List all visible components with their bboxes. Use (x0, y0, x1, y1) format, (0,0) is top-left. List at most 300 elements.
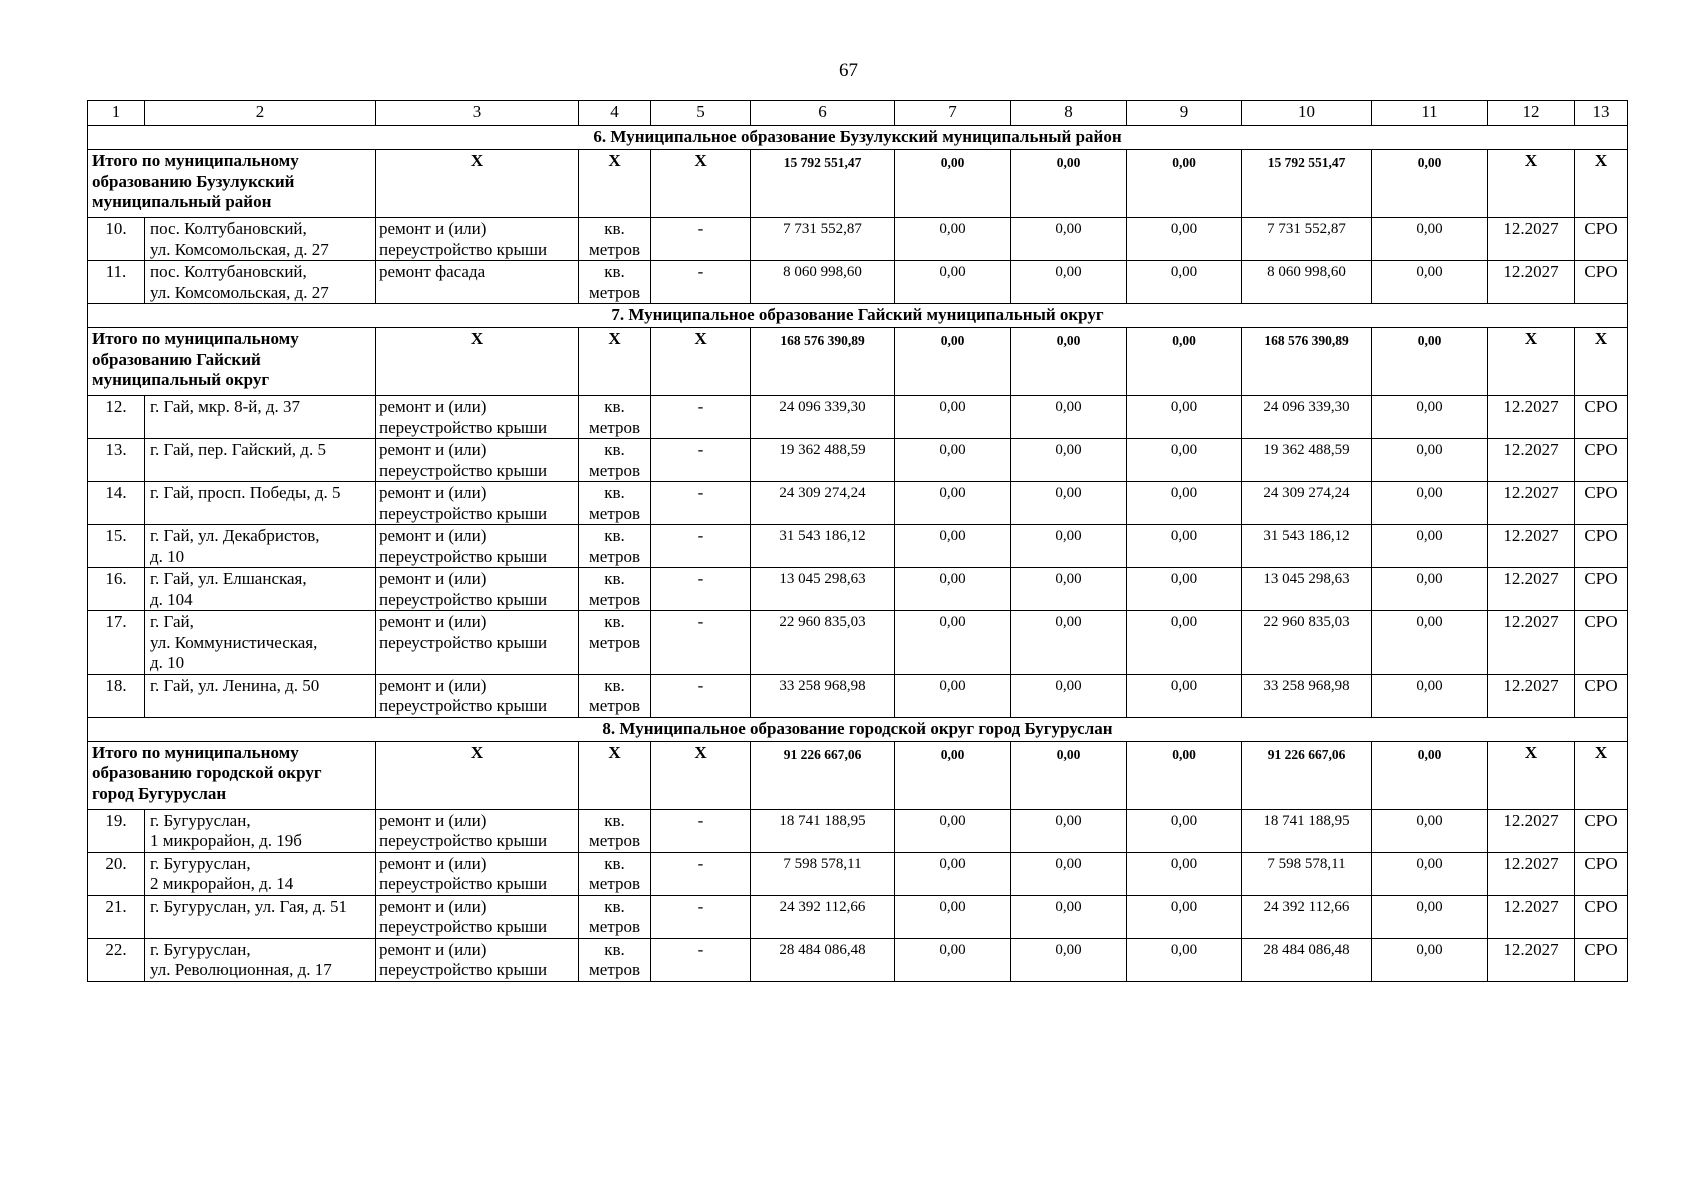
work-type-cell-line: ремонт и (или) (379, 440, 487, 459)
c7-cell: 0,00 (895, 611, 1011, 675)
address-cell-line: д. 10 (150, 653, 185, 672)
unit-cell-line: кв. (604, 612, 625, 631)
table-row (88, 895, 1628, 938)
table-body (88, 101, 1628, 982)
c9-cell: 0,00 (1127, 525, 1242, 568)
column-number: 4 (579, 101, 651, 126)
total-c7: 0,00 (895, 741, 1011, 809)
deadline-cell: 12.2027 (1488, 852, 1575, 895)
c11-cell: 0,00 (1372, 218, 1488, 261)
row-number: 18. (88, 674, 145, 717)
work-type-cell-line: переустройство крыши (379, 417, 548, 437)
unit-cell (579, 525, 651, 568)
c8-cell: 0,00 (1011, 852, 1127, 895)
unit-cell-line: метров (589, 503, 640, 523)
c10-cell: 19 362 488,59 (1242, 439, 1372, 482)
total-label-line: Итого по муниципальному (92, 329, 299, 348)
unit-cell-line: кв. (604, 526, 625, 545)
address-cell-line: г. Бугуруслан, (150, 853, 251, 873)
address-cell (145, 568, 376, 611)
unit-cell-line: метров (589, 589, 640, 609)
total-c6: 91 226 667,06 (751, 741, 895, 809)
total-c3: Х (376, 328, 579, 396)
address-cell (145, 396, 376, 439)
total-c9: 0,00 (1127, 150, 1242, 218)
total-c6: 15 792 551,47 (751, 150, 895, 218)
table-row (88, 439, 1628, 482)
c7-cell: 0,00 (895, 261, 1011, 304)
c7-cell: 0,00 (895, 674, 1011, 717)
work-type-cell-line: переустройство крыши (379, 546, 548, 566)
work-type-cell-line: ремонт и (или) (379, 896, 487, 916)
unit-cell-line: кв. (604, 896, 625, 916)
c7-cell: 0,00 (895, 482, 1011, 525)
c6-cell: 31 543 186,12 (751, 525, 895, 568)
c6-cell: 28 484 086,48 (751, 938, 895, 981)
work-type-cell-line: ремонт фасада (379, 262, 486, 281)
unit-cell-line: кв. (604, 397, 625, 416)
unit-cell-line: кв. (604, 440, 625, 459)
c7-cell: 0,00 (895, 938, 1011, 981)
total-c13: Х (1575, 741, 1628, 809)
c8-cell: 0,00 (1011, 396, 1127, 439)
method-cell: СРО (1575, 525, 1628, 568)
work-type-cell (376, 482, 579, 525)
address-cell (145, 611, 376, 675)
method-cell: СРО (1575, 852, 1628, 895)
c5-cell: - (651, 218, 751, 261)
work-type-cell-line: переустройство крыши (379, 460, 548, 480)
c10-cell: 24 392 112,66 (1242, 895, 1372, 938)
c7-cell: 0,00 (895, 396, 1011, 439)
c10-cell: 33 258 968,98 (1242, 674, 1372, 717)
table-row (88, 482, 1628, 525)
work-type-cell-line: переустройство крыши (379, 831, 548, 850)
c8-cell: 0,00 (1011, 525, 1127, 568)
deadline-cell: 12.2027 (1488, 525, 1575, 568)
unit-cell-line: метров (589, 874, 640, 893)
unit-cell-line: кв. (604, 262, 625, 281)
table-row (88, 525, 1628, 568)
c9-cell: 0,00 (1127, 568, 1242, 611)
row-number: 17. (88, 611, 145, 675)
address-cell-line: г. Гай, просп. Победы, д. 5 (150, 483, 341, 502)
c7-cell: 0,00 (895, 568, 1011, 611)
column-number: 11 (1372, 101, 1488, 126)
section-title-row (88, 717, 1628, 741)
c8-cell: 0,00 (1011, 482, 1127, 525)
total-c7: 0,00 (895, 328, 1011, 396)
unit-cell (579, 809, 651, 852)
address-cell (145, 809, 376, 852)
address-cell-line: д. 104 (150, 589, 193, 609)
unit-cell (579, 674, 651, 717)
method-cell: СРО (1575, 482, 1628, 525)
c7-cell: 0,00 (895, 439, 1011, 482)
address-cell (145, 482, 376, 525)
method-cell: СРО (1575, 439, 1628, 482)
work-type-cell (376, 261, 579, 304)
column-number: 5 (651, 101, 751, 126)
total-label (88, 328, 376, 396)
table-row (88, 938, 1628, 981)
c6-cell: 8 060 998,60 (751, 261, 895, 304)
c10-cell: 8 060 998,60 (1242, 261, 1372, 304)
unit-cell-line: метров (589, 831, 640, 850)
c8-cell: 0,00 (1011, 809, 1127, 852)
c6-cell: 13 045 298,63 (751, 568, 895, 611)
total-c10: 91 226 667,06 (1242, 741, 1372, 809)
method-cell: СРО (1575, 611, 1628, 675)
total-c6: 168 576 390,89 (751, 328, 895, 396)
c11-cell: 0,00 (1372, 525, 1488, 568)
c11-cell: 0,00 (1372, 895, 1488, 938)
unit-cell (579, 938, 651, 981)
work-type-cell-line: ремонт и (или) (379, 483, 487, 502)
c11-cell: 0,00 (1372, 396, 1488, 439)
c10-cell: 7 731 552,87 (1242, 218, 1372, 261)
total-c10: 168 576 390,89 (1242, 328, 1372, 396)
work-type-cell-line: переустройство крыши (379, 917, 548, 936)
unit-cell (579, 895, 651, 938)
c8-cell: 0,00 (1011, 895, 1127, 938)
work-type-cell-line: переустройство крыши (379, 239, 548, 259)
address-cell (145, 938, 376, 981)
c11-cell: 0,00 (1372, 938, 1488, 981)
total-label-line: муниципальный округ (92, 370, 270, 389)
total-label (88, 741, 376, 809)
table-row (88, 218, 1628, 261)
unit-cell (579, 568, 651, 611)
total-c11: 0,00 (1372, 741, 1488, 809)
total-c12: Х (1488, 328, 1575, 396)
column-number: 1 (88, 101, 145, 126)
c5-cell: - (651, 261, 751, 304)
c9-cell: 0,00 (1127, 809, 1242, 852)
total-c13: Х (1575, 150, 1628, 218)
column-number: 2 (145, 101, 376, 126)
work-type-cell (376, 611, 579, 675)
deadline-cell: 12.2027 (1488, 674, 1575, 717)
address-cell-line: ул. Коммунистическая, (150, 632, 318, 652)
row-number: 16. (88, 568, 145, 611)
total-c12: Х (1488, 150, 1575, 218)
repair-schedule-table (87, 100, 1628, 982)
c7-cell: 0,00 (895, 852, 1011, 895)
c11-cell: 0,00 (1372, 482, 1488, 525)
total-label-line: Итого по муниципальному (92, 742, 299, 762)
row-number: 21. (88, 895, 145, 938)
row-number: 11. (88, 261, 145, 304)
c9-cell: 0,00 (1127, 611, 1242, 675)
total-c5: Х (651, 150, 751, 218)
c7-cell: 0,00 (895, 218, 1011, 261)
unit-cell-line: метров (589, 282, 640, 302)
row-number: 12. (88, 396, 145, 439)
c5-cell: - (651, 525, 751, 568)
work-type-cell-line: переустройство крыши (379, 632, 548, 652)
total-c8: 0,00 (1011, 328, 1127, 396)
table-row (88, 568, 1628, 611)
section-title-row (88, 304, 1628, 328)
c5-cell: - (651, 809, 751, 852)
work-type-cell-line: ремонт и (или) (379, 526, 487, 545)
c10-cell: 28 484 086,48 (1242, 938, 1372, 981)
c10-cell: 24 096 339,30 (1242, 396, 1372, 439)
column-number: 9 (1127, 101, 1242, 126)
page-number: 67 (839, 60, 858, 81)
address-cell (145, 261, 376, 304)
c10-cell: 24 309 274,24 (1242, 482, 1372, 525)
address-cell (145, 895, 376, 938)
c10-cell: 7 598 578,11 (1242, 852, 1372, 895)
total-c4: Х (579, 741, 651, 809)
work-type-cell-line: переустройство крыши (379, 874, 548, 893)
c5-cell: - (651, 396, 751, 439)
unit-cell-line: метров (589, 239, 640, 259)
table-row (88, 852, 1628, 895)
work-type-cell-line: ремонт и (или) (379, 939, 487, 959)
total-c11: 0,00 (1372, 328, 1488, 396)
c9-cell: 0,00 (1127, 852, 1242, 895)
c10-cell: 18 741 188,95 (1242, 809, 1372, 852)
deadline-cell: 12.2027 (1488, 439, 1575, 482)
unit-cell (579, 482, 651, 525)
c9-cell: 0,00 (1127, 439, 1242, 482)
unit-cell (579, 852, 651, 895)
method-cell: СРО (1575, 938, 1628, 981)
total-c8: 0,00 (1011, 150, 1127, 218)
address-cell-line: пос. Колтубановский, (150, 262, 307, 281)
row-number: 19. (88, 809, 145, 852)
c6-cell: 22 960 835,03 (751, 611, 895, 675)
unit-cell (579, 261, 651, 304)
address-cell-line: ул. Комсомольская, д. 27 (150, 282, 329, 302)
c9-cell: 0,00 (1127, 895, 1242, 938)
column-number: 10 (1242, 101, 1372, 126)
address-cell-line: 1 микрорайон, д. 19б (150, 831, 302, 850)
total-c9: 0,00 (1127, 741, 1242, 809)
work-type-cell-line: ремонт и (или) (379, 569, 487, 588)
row-number: 13. (88, 439, 145, 482)
row-number: 20. (88, 852, 145, 895)
method-cell: СРО (1575, 568, 1628, 611)
deadline-cell: 12.2027 (1488, 396, 1575, 439)
c11-cell: 0,00 (1372, 809, 1488, 852)
total-c11: 0,00 (1372, 150, 1488, 218)
deadline-cell: 12.2027 (1488, 809, 1575, 852)
work-type-cell-line: ремонт и (или) (379, 397, 487, 416)
work-type-cell (376, 674, 579, 717)
unit-cell-line: метров (589, 917, 640, 936)
method-cell: СРО (1575, 809, 1628, 852)
address-cell-line: ул. Комсомольская, д. 27 (150, 239, 329, 259)
work-type-cell (376, 895, 579, 938)
unit-cell-line: кв. (604, 569, 625, 588)
column-number: 7 (895, 101, 1011, 126)
table-row (88, 674, 1628, 717)
address-cell (145, 439, 376, 482)
section-title: 8. Муниципальное образование городской округ город Бугуруслан (88, 717, 1628, 741)
table-row (88, 611, 1628, 675)
deadline-cell: 12.2027 (1488, 218, 1575, 261)
c10-cell: 22 960 835,03 (1242, 611, 1372, 675)
deadline-cell: 12.2027 (1488, 611, 1575, 675)
c11-cell: 0,00 (1372, 568, 1488, 611)
address-cell-line: ул. Революционная, д. 17 (150, 960, 332, 979)
c5-cell: - (651, 568, 751, 611)
total-label-line: образованию городской округ (92, 763, 322, 782)
address-cell-line: г. Бугуруслан, (150, 939, 251, 959)
c5-cell: - (651, 674, 751, 717)
column-number: 8 (1011, 101, 1127, 126)
c6-cell: 7 598 578,11 (751, 852, 895, 895)
method-cell: СРО (1575, 895, 1628, 938)
c6-cell: 24 392 112,66 (751, 895, 895, 938)
c6-cell: 19 362 488,59 (751, 439, 895, 482)
work-type-cell (376, 525, 579, 568)
table-row (88, 261, 1628, 304)
municipality-total-row (88, 150, 1628, 218)
work-type-cell (376, 809, 579, 852)
c6-cell: 33 258 968,98 (751, 674, 895, 717)
unit-cell-line: метров (589, 632, 640, 652)
work-type-cell-line: ремонт и (или) (379, 853, 487, 873)
total-label-line: муниципальный район (92, 192, 272, 211)
total-c4: Х (579, 328, 651, 396)
section-title: 7. Муниципальное образование Гайский муниципальный округ (88, 304, 1628, 328)
c11-cell: 0,00 (1372, 674, 1488, 717)
address-cell (145, 852, 376, 895)
total-c8: 0,00 (1011, 741, 1127, 809)
work-type-cell (376, 218, 579, 261)
work-type-cell-line: переустройство крыши (379, 696, 548, 715)
address-cell-line: 2 микрорайон, д. 14 (150, 874, 294, 893)
c7-cell: 0,00 (895, 525, 1011, 568)
total-label-line: Итого по муниципальному (92, 151, 299, 170)
c5-cell: - (651, 611, 751, 675)
c5-cell: - (651, 852, 751, 895)
work-type-cell (376, 568, 579, 611)
unit-cell-line: метров (589, 960, 640, 979)
unit-cell (579, 439, 651, 482)
work-type-cell-line: ремонт и (или) (379, 219, 487, 238)
unit-cell-line: кв. (604, 810, 625, 830)
address-cell-line: г. Гай, ул. Декабристов, (150, 526, 320, 545)
unit-cell-line: кв. (604, 675, 625, 695)
c8-cell: 0,00 (1011, 218, 1127, 261)
deadline-cell: 12.2027 (1488, 568, 1575, 611)
address-cell-line: г. Бугуруслан, ул. Гая, д. 51 (150, 896, 347, 916)
total-c3: Х (376, 741, 579, 809)
address-cell-line: г. Гай, ул. Елшанская, (150, 569, 307, 588)
address-cell-line: г. Гай, ул. Ленина, д. 50 (150, 675, 320, 695)
c6-cell: 18 741 188,95 (751, 809, 895, 852)
c8-cell: 0,00 (1011, 568, 1127, 611)
column-number-row (88, 101, 1628, 126)
c9-cell: 0,00 (1127, 938, 1242, 981)
table-row (88, 809, 1628, 852)
address-cell (145, 674, 376, 717)
c5-cell: - (651, 938, 751, 981)
total-c13: Х (1575, 328, 1628, 396)
c11-cell: 0,00 (1372, 852, 1488, 895)
work-type-cell (376, 938, 579, 981)
total-label (88, 150, 376, 218)
c8-cell: 0,00 (1011, 439, 1127, 482)
total-c5: Х (651, 328, 751, 396)
unit-cell (579, 611, 651, 675)
c7-cell: 0,00 (895, 809, 1011, 852)
c6-cell: 24 096 339,30 (751, 396, 895, 439)
method-cell: СРО (1575, 218, 1628, 261)
work-type-cell-line: переустройство крыши (379, 503, 548, 523)
total-c7: 0,00 (895, 150, 1011, 218)
method-cell: СРО (1575, 261, 1628, 304)
municipality-total-row (88, 741, 1628, 809)
address-cell-line: д. 10 (150, 546, 185, 566)
address-cell-line: г. Бугуруслан, (150, 810, 251, 830)
address-cell (145, 218, 376, 261)
total-c10: 15 792 551,47 (1242, 150, 1372, 218)
c10-cell: 13 045 298,63 (1242, 568, 1372, 611)
address-cell-line: г. Гай, пер. Гайский, д. 5 (150, 440, 326, 459)
method-cell: СРО (1575, 396, 1628, 439)
municipality-total-row (88, 328, 1628, 396)
unit-cell (579, 396, 651, 439)
method-cell: СРО (1575, 674, 1628, 717)
c9-cell: 0,00 (1127, 261, 1242, 304)
section-title: 6. Муниципальное образование Бузулукский муниципальный район (88, 126, 1628, 150)
c8-cell: 0,00 (1011, 611, 1127, 675)
address-cell-line: г. Гай, мкр. 8-й, д. 37 (150, 397, 301, 416)
work-type-cell-line: ремонт и (или) (379, 675, 487, 695)
unit-cell-line: метров (589, 417, 640, 437)
c10-cell: 31 543 186,12 (1242, 525, 1372, 568)
c5-cell: - (651, 895, 751, 938)
unit-cell-line: кв. (604, 853, 625, 873)
deadline-cell: 12.2027 (1488, 895, 1575, 938)
unit-cell-line: метров (589, 546, 640, 566)
table-row (88, 396, 1628, 439)
row-number: 22. (88, 938, 145, 981)
c7-cell: 0,00 (895, 895, 1011, 938)
total-c5: Х (651, 741, 751, 809)
total-c3: Х (376, 150, 579, 218)
work-type-cell (376, 396, 579, 439)
c9-cell: 0,00 (1127, 482, 1242, 525)
work-type-cell (376, 852, 579, 895)
unit-cell-line: кв. (604, 939, 625, 959)
column-number: 6 (751, 101, 895, 126)
deadline-cell: 12.2027 (1488, 261, 1575, 304)
address-cell (145, 525, 376, 568)
unit-cell-line: кв. (604, 483, 625, 502)
c11-cell: 0,00 (1372, 611, 1488, 675)
address-cell-line: г. Гай, (150, 612, 194, 631)
c11-cell: 0,00 (1372, 261, 1488, 304)
unit-cell-line: метров (589, 696, 640, 715)
total-c4: Х (579, 150, 651, 218)
row-number: 15. (88, 525, 145, 568)
unit-cell-line: кв. (604, 219, 625, 238)
c9-cell: 0,00 (1127, 218, 1242, 261)
row-number: 10. (88, 218, 145, 261)
work-type-cell (376, 439, 579, 482)
work-type-cell-line: переустройство крыши (379, 960, 548, 979)
c8-cell: 0,00 (1011, 938, 1127, 981)
section-title-row (88, 126, 1628, 150)
